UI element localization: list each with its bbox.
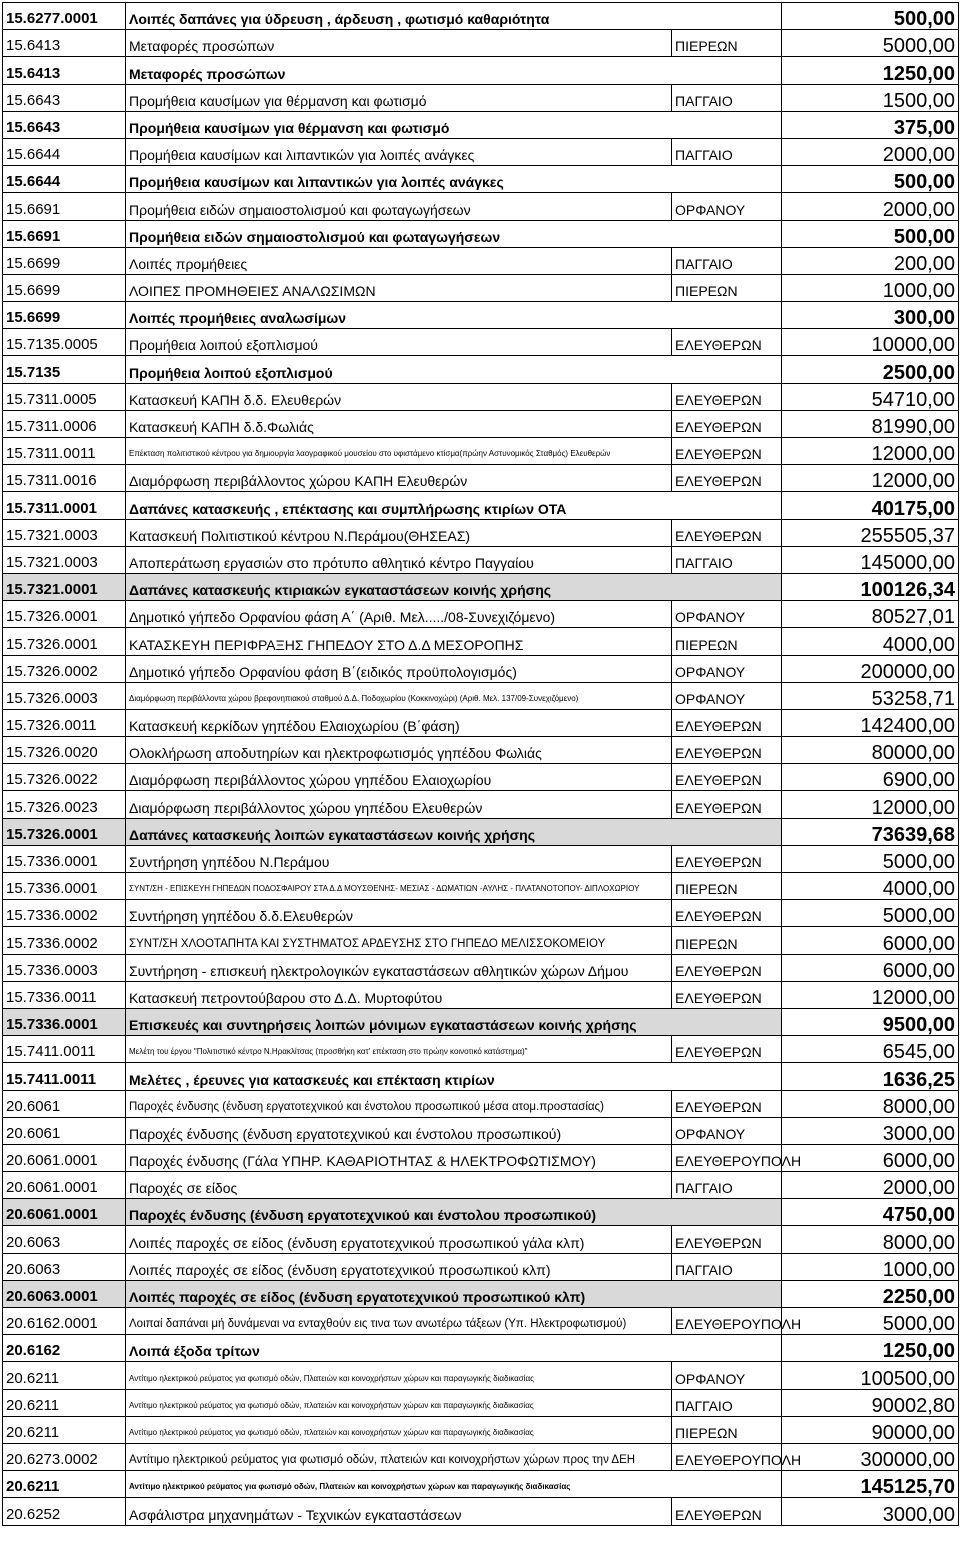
amount-value: 145000,00 — [782, 546, 959, 573]
area-name: ΕΛΕΥΘΕΡΩΝ — [672, 383, 782, 410]
amount-value: 81990,00 — [782, 410, 959, 437]
account-code: 15.6644 — [3, 166, 126, 193]
amount-value: 145125,70 — [782, 1471, 959, 1498]
table-row — [3, 1308, 959, 1335]
account-code: 15.7135 — [3, 356, 126, 383]
account-code: 15.7321.0003 — [3, 519, 126, 546]
amount-value: 4000,00 — [782, 873, 959, 900]
area-name — [672, 1063, 782, 1090]
budget-table — [2, 2, 959, 1526]
amount-value: 5000,00 — [782, 900, 959, 927]
item-description: Δαπάνες κατασκευής λοιπών εγκαταστάσεων κοινής χρήσης — [126, 818, 672, 845]
item-description: Παροχές ένδυσης (ένδυση εργατοτεχνικού και ένστολου προσωπικού μέσα ατομ.προστασίας) — [126, 1090, 672, 1117]
area-name: ΠΑΓΓΑΙΟ — [672, 138, 782, 165]
amount-value: 12000,00 — [782, 981, 959, 1008]
area-name — [672, 356, 782, 383]
account-code: 15.7311.0016 — [3, 465, 126, 492]
table-row — [3, 329, 959, 356]
table-row — [3, 193, 959, 220]
account-code: 15.6691 — [3, 193, 126, 220]
area-name: ΟΡΦΑΝΟΥ — [672, 1362, 782, 1389]
amount-value: 1000,00 — [782, 1253, 959, 1280]
table-row — [3, 737, 959, 764]
item-description: Προμήθεια λοιπού εξοπλισμού — [126, 329, 672, 356]
item-description: Λοιπές παροχές σε είδος (ένδυση εργατοτεχνικού προσωπικού γάλα κλπ) — [126, 1226, 672, 1253]
table-row — [3, 138, 959, 165]
area-name: ΕΛΕΥΘΕΡΩΝ — [672, 1498, 782, 1525]
account-code: 20.6063 — [3, 1226, 126, 1253]
area-name: ΕΛΕΥΘΕΡΩΝ — [672, 438, 782, 465]
account-code: 15.7326.0022 — [3, 764, 126, 791]
item-description: Λοιπά έξοδα τρίτων — [126, 1335, 672, 1362]
area-name: ΠΙΕΡΕΩΝ — [672, 30, 782, 57]
item-description: Ασφάλιστρα μηχανημάτων - Τεχνικών εγκαταστάσεων — [126, 1498, 672, 1525]
area-name — [672, 1008, 782, 1035]
item-description: ΛΟΙΠΕΣ ΠΡΟΜΗΘΕΙΕΣ ΑΝΑΛΩΣΙΜΩΝ — [126, 274, 672, 301]
amount-value: 6000,00 — [782, 954, 959, 981]
total-row — [3, 220, 959, 247]
account-code: 20.6061.0001 — [3, 1172, 126, 1199]
table-row — [3, 981, 959, 1008]
table-row — [3, 764, 959, 791]
account-code: 15.6644 — [3, 138, 126, 165]
table-row — [3, 1117, 959, 1144]
area-name: ΠΙΕΡΕΩΝ — [672, 1416, 782, 1443]
item-description: Λοιπές δαπάνες για ύδρευση , άρδευση , φωτισμό καθαριότητα — [126, 3, 672, 30]
account-code: 15.6691 — [3, 220, 126, 247]
table-row — [3, 791, 959, 818]
area-name: ΠΑΓΓΑΙΟ — [672, 546, 782, 573]
budget-table-body — [3, 3, 959, 1526]
item-description: Προμήθεια καυσίμων και λιπαντικών για λοιπές ανάγκες — [126, 138, 672, 165]
account-code: 15.7336.0002 — [3, 900, 126, 927]
item-description: Αντίτιμο ηλεκτρικού ρεύματος για φωτισμό οδών, πλατειών και κοινοχρήστων χώρων και παραγωγικής διαδικασίας — [126, 1389, 672, 1416]
amount-value: 2000,00 — [782, 138, 959, 165]
area-name: ΠΙΕΡΕΩΝ — [672, 274, 782, 301]
item-description: Προμήθεια καυσίμων και λιπαντικών για λοιπές ανάγκες — [126, 166, 672, 193]
account-code: 15.6413 — [3, 30, 126, 57]
account-code: 15.6699 — [3, 247, 126, 274]
account-code: 20.6061.0001 — [3, 1199, 126, 1226]
table-row — [3, 383, 959, 410]
account-code: 20.6162 — [3, 1335, 126, 1362]
area-name — [672, 818, 782, 845]
account-code: 15.7411.0011 — [3, 1063, 126, 1090]
table-row — [3, 1389, 959, 1416]
area-name: ΠΑΓΓΑΙΟ — [672, 1389, 782, 1416]
item-description: ΚΑΤΑΣΚΕΥΗ ΠΕΡΙΦΡΑΞΗΣ ΓΗΠΕΔΟΥ ΣΤΟ Δ.Δ ΜΕΣΟΡΟΠΗΣ — [126, 628, 672, 655]
table-row — [3, 30, 959, 57]
table-row — [3, 1498, 959, 1525]
table-row — [3, 1172, 959, 1199]
amount-value: 3000,00 — [782, 1498, 959, 1525]
amount-value: 10000,00 — [782, 329, 959, 356]
amount-value: 2000,00 — [782, 1172, 959, 1199]
amount-value: 90000,00 — [782, 1416, 959, 1443]
item-description: Επισκευές και συντηρήσεις λοιπών μόνιμων εγκαταστάσεων κοινής χρήσης — [126, 1008, 672, 1035]
area-name: ΠΙΕΡΕΩΝ — [672, 628, 782, 655]
table-row — [3, 84, 959, 111]
amount-value: 54710,00 — [782, 383, 959, 410]
item-description: Λοιπές παροχές σε είδος (ένδυση εργατοτεχνικού προσωπικού κλπ) — [126, 1253, 672, 1280]
account-code: 15.7326.0001 — [3, 818, 126, 845]
account-code: 20.6211 — [3, 1389, 126, 1416]
area-name: ΠΑΓΓΑΙΟ — [672, 84, 782, 111]
table-row — [3, 709, 959, 736]
account-code: 20.6211 — [3, 1362, 126, 1389]
account-code: 15.7326.0020 — [3, 737, 126, 764]
area-name: ΠΑΓΓΑΙΟ — [672, 247, 782, 274]
item-description: Αντίτιμο ηλεκτρικού ρεύματος για φωτισμό οδών, Πλατειών και κοινοχρήστων χώρων και παραγωγικής διαδικασίας — [126, 1362, 672, 1389]
total-row — [3, 492, 959, 519]
area-name: ΕΛΕΥΘΕΡΟΥΠΟΛΗ — [672, 1443, 782, 1470]
account-code: 15.7135.0005 — [3, 329, 126, 356]
table-row — [3, 1036, 959, 1063]
table-row — [3, 438, 959, 465]
item-description: Διαμόρφωση περιβάλλοντος χώρου γηπέδου Ελαιοχωρίου — [126, 764, 672, 791]
account-code: 20.6211 — [3, 1416, 126, 1443]
account-code: 15.7326.0023 — [3, 791, 126, 818]
area-name: ΕΛΕΥΘΕΡΩΝ — [672, 465, 782, 492]
item-description: Συντήρηση γηπέδου Ν.Περάμου — [126, 845, 672, 872]
account-code: 15.7326.0001 — [3, 628, 126, 655]
table-row — [3, 410, 959, 437]
amount-value: 40175,00 — [782, 492, 959, 519]
account-code: 15.7336.0001 — [3, 1008, 126, 1035]
item-description: ΣΥΝΤ/ΣΗ - ΕΠΙΣΚΕΥΗ ΓΗΠΕΔΩΝ ΠΟΔΟΣΦΑΙΡΟΥ ΣΤΑ Δ.Δ ΜΟΥΣΘΕΝΗΣ- ΜΕΣΙΑΣ - ΔΩΜΑΤΙΩΝ -ΑΥΛΗΣ - ΠΛΑΤΑΝΟΤΟΠΟΥ- ΔΙΠΛΟΧΩΡΙΟΥ — [126, 873, 672, 900]
area-name: ΟΡΦΑΝΟΥ — [672, 601, 782, 628]
area-name: ΕΛΕΥΘΕΡΩΝ — [672, 1090, 782, 1117]
table-row — [3, 873, 959, 900]
area-name: ΕΛΕΥΘΕΡΩΝ — [672, 519, 782, 546]
item-description: Μελέτη του έργου "Πολιτιστικό κέντρο Ν.Ηρακλίτσας (προσθήκη κατ' επέκταση στο πρώην κοινοτικό κατάστημα)" — [126, 1036, 672, 1063]
amount-value: 500,00 — [782, 220, 959, 247]
table-row — [3, 601, 959, 628]
area-name: ΕΛΕΥΘΕΡΩΝ — [672, 1036, 782, 1063]
amount-value: 200,00 — [782, 247, 959, 274]
account-code: 15.7326.0003 — [3, 682, 126, 709]
amount-value: 1636,25 — [782, 1063, 959, 1090]
table-row — [3, 247, 959, 274]
total-row — [3, 111, 959, 138]
table-row — [3, 900, 959, 927]
item-description: Προμήθεια ειδών σημαιοστολισμού και φωταγωγήσεων — [126, 193, 672, 220]
area-name: ΠΙΕΡΕΩΝ — [672, 927, 782, 954]
amount-value: 4000,00 — [782, 628, 959, 655]
table-row — [3, 1090, 959, 1117]
amount-value: 80527,01 — [782, 601, 959, 628]
item-description: Παροχές ένδυσης (ένδυση εργατοτεχνικού και ένστολου προσωπικού) — [126, 1117, 672, 1144]
total-row — [3, 1471, 959, 1498]
table-row — [3, 1253, 959, 1280]
amount-value: 6900,00 — [782, 764, 959, 791]
area-name: ΟΡΦΑΝΟΥ — [672, 655, 782, 682]
amount-value: 2500,00 — [782, 356, 959, 383]
amount-value: 6000,00 — [782, 1144, 959, 1171]
amount-value: 6000,00 — [782, 927, 959, 954]
area-name — [672, 492, 782, 519]
item-description: Κατασκευή Πολιτιστικού κέντρου Ν.Περάμου(ΘΗΣΕΑΣ) — [126, 519, 672, 546]
area-name: ΟΡΦΑΝΟΥ — [672, 682, 782, 709]
item-description: ΣΥΝΤ/ΣΗ ΧΛΟΟΤΑΠΗΤΑ ΚΑΙ ΣΥΣΤΗΜΑΤΟΣ ΑΡΔΕΥΣΗΣ ΣΤΟ ΓΗΠΕΔΟ ΜΕΛΙΣΣΟΚΟΜΕΙΟΥ — [126, 927, 672, 954]
item-description: Δημοτικό γήπεδο Ορφανίου φάση Β΄(ειδικός προϋπολογισμός) — [126, 655, 672, 682]
account-code: 20.6061 — [3, 1117, 126, 1144]
item-description: Συντήρηση γηπέδου δ.δ.Ελευθερών — [126, 900, 672, 927]
account-code: 20.6211 — [3, 1471, 126, 1498]
amount-value: 2250,00 — [782, 1280, 959, 1307]
item-description: Αντίτιμο ηλεκτρικού ρεύματος για φωτισμό οδών, πλατειών και κοινοχρήστων χώρων προς την ΔΕΗ — [126, 1443, 672, 1470]
item-description: Κατασκευή ΚΑΠΗ δ.δ. Ελευθερών — [126, 383, 672, 410]
item-description: Λοιπαί δαπάναι μή δυνάμεναι να ενταχθούν εις τινα των ανωτέρω τάξεων (Υπ. Ηλεκτροφωτισμού) — [126, 1308, 672, 1335]
area-name — [672, 220, 782, 247]
amount-value: 5000,00 — [782, 845, 959, 872]
account-code: 15.6413 — [3, 57, 126, 84]
table-row — [3, 1416, 959, 1443]
item-description: Προμήθεια καυσίμων για θέρμανση και φωτισμό — [126, 84, 672, 111]
amount-value: 1500,00 — [782, 84, 959, 111]
account-code: 20.6061.0001 — [3, 1144, 126, 1171]
area-name: ΕΛΕΥΘΕΡΩΝ — [672, 1226, 782, 1253]
area-name: ΠΑΓΓΑΙΟ — [672, 1172, 782, 1199]
item-description: Δαπάνες κατασκευής κτιριακών εγκαταστάσεων κοινής χρήσης — [126, 573, 672, 600]
total-row — [3, 356, 959, 383]
area-name: ΕΛΕΥΘΕΡΟΥΠΟΛΗ — [672, 1308, 782, 1335]
area-name: ΠΑΓΓΑΙΟ — [672, 1253, 782, 1280]
item-description: Παροχές ένδυσης (ένδυση εργατοτεχνικού και ένστολου προσωπικού) — [126, 1199, 672, 1226]
account-code: 15.7321.0001 — [3, 573, 126, 600]
account-code: 15.7326.0001 — [3, 601, 126, 628]
table-row — [3, 1362, 959, 1389]
area-name — [672, 1471, 782, 1498]
account-code: 15.7311.0005 — [3, 383, 126, 410]
area-name — [672, 111, 782, 138]
item-description: Συντήρηση - επισκευή ηλεκτρολογικών εγκαταστάσεων αθλητικών χώρων Δήμου — [126, 954, 672, 981]
amount-value: 200000,00 — [782, 655, 959, 682]
area-name: ΕΛΕΥΘΕΡΩΝ — [672, 410, 782, 437]
amount-value: 1250,00 — [782, 1335, 959, 1362]
table-row — [3, 927, 959, 954]
table-row — [3, 274, 959, 301]
table-row — [3, 954, 959, 981]
item-description: Παροχές ένδυσης (Γάλα ΥΠΗΡ. ΚΑΘΑΡΙΟΤΗΤΑΣ & ΗΛΕΚΤΡΟΦΩΤΙΣΜΟΥ) — [126, 1144, 672, 1171]
amount-value: 90002,80 — [782, 1389, 959, 1416]
total-row — [3, 57, 959, 84]
amount-value: 9500,00 — [782, 1008, 959, 1035]
item-description: Κατασκευή ΚΑΠΗ δ.δ.Φωλιάς — [126, 410, 672, 437]
account-code: 20.6063.0001 — [3, 1280, 126, 1307]
table-row — [3, 628, 959, 655]
area-name: ΕΛΕΥΘΕΡΩΝ — [672, 737, 782, 764]
total-row — [3, 1063, 959, 1090]
amount-value: 12000,00 — [782, 438, 959, 465]
total-row — [3, 818, 959, 845]
total-row — [3, 166, 959, 193]
account-code: 15.7311.0011 — [3, 438, 126, 465]
item-description: Αποπεράτωση εργασιών στο πρότυπο αθλητικό κέντρο Παγγαίου — [126, 546, 672, 573]
item-description: Ολοκλήρωση αποδυτηρίων και ηλεκτροφωτισμός γηπέδου Φωλιάς — [126, 737, 672, 764]
area-name: ΕΛΕΥΘΕΡΩΝ — [672, 981, 782, 1008]
total-row — [3, 302, 959, 329]
area-name: ΕΛΕΥΘΕΡΩΝ — [672, 329, 782, 356]
amount-value: 73639,68 — [782, 818, 959, 845]
account-code: 15.7311.0006 — [3, 410, 126, 437]
table-row — [3, 546, 959, 573]
area-name — [672, 1280, 782, 1307]
amount-value: 8000,00 — [782, 1226, 959, 1253]
area-name — [672, 57, 782, 84]
area-name: ΕΛΕΥΘΕΡΩΝ — [672, 900, 782, 927]
amount-value: 4750,00 — [782, 1199, 959, 1226]
item-description: Κατασκευή κερκίδων γηπέδου Ελαιοχωρίου (Β΄φάση) — [126, 709, 672, 736]
item-description: Προμήθεια ειδών σημαιοστολισμού και φωταγωγήσεων — [126, 220, 672, 247]
account-code: 20.6061 — [3, 1090, 126, 1117]
account-code: 15.6277.0001 — [3, 3, 126, 30]
area-name: ΕΛΕΥΘΕΡΩΝ — [672, 791, 782, 818]
area-name: ΟΡΦΑΝΟΥ — [672, 1117, 782, 1144]
amount-value: 1250,00 — [782, 57, 959, 84]
amount-value: 5000,00 — [782, 30, 959, 57]
area-name: ΕΛΕΥΘΕΡΩΝ — [672, 764, 782, 791]
total-row — [3, 573, 959, 600]
amount-value: 12000,00 — [782, 791, 959, 818]
item-description: Μελέτες , έρευνες για κατασκευές και επέκταση κτιρίων — [126, 1063, 672, 1090]
total-row — [3, 3, 959, 30]
item-description: Λοιπές παροχές σε είδος (ένδυση εργατοτεχνικού προσωπικού κλπ) — [126, 1280, 672, 1307]
item-description: Μεταφορές προσώπων — [126, 30, 672, 57]
table-row — [3, 465, 959, 492]
account-code: 20.6273.0002 — [3, 1443, 126, 1470]
area-name: ΕΛΕΥΘΕΡΟΥΠΟΛΗ — [672, 1144, 782, 1171]
area-name — [672, 3, 782, 30]
amount-value: 3000,00 — [782, 1117, 959, 1144]
amount-value: 2000,00 — [782, 193, 959, 220]
item-description: Δημοτικό γήπεδο Ορφανίου φάση Α΄ (Αριθ. Μελ...../08-Συνεχιζόμενο) — [126, 601, 672, 628]
item-description: Προμήθεια λοιπού εξοπλισμού — [126, 356, 672, 383]
item-description: Προμήθεια καυσίμων για θέρμανση και φωτισμό — [126, 111, 672, 138]
amount-value: 142400,00 — [782, 709, 959, 736]
amount-value: 80000,00 — [782, 737, 959, 764]
table-row — [3, 1443, 959, 1470]
account-code: 15.7321.0003 — [3, 546, 126, 573]
table-row — [3, 682, 959, 709]
account-code: 15.6643 — [3, 111, 126, 138]
item-description: Αντίτιμο ηλεκτρικού ρεύματος για φωτισμό οδών, Πλατειών και κοινοχρήστων χώρων και παραγωγικής διαδικασίας — [126, 1471, 672, 1498]
account-code: 15.7336.0001 — [3, 845, 126, 872]
total-row — [3, 1335, 959, 1362]
account-code: 20.6063 — [3, 1253, 126, 1280]
area-name: ΕΛΕΥΘΕΡΩΝ — [672, 709, 782, 736]
table-row — [3, 845, 959, 872]
area-name — [672, 1335, 782, 1362]
total-row — [3, 1199, 959, 1226]
account-code: 20.6162.0001 — [3, 1308, 126, 1335]
table-row — [3, 519, 959, 546]
table-row — [3, 1226, 959, 1253]
amount-value: 300000,00 — [782, 1443, 959, 1470]
account-code: 15.7336.0003 — [3, 954, 126, 981]
amount-value: 300,00 — [782, 302, 959, 329]
item-description: Διαμόρφωση περιβάλλοντος χώρου ΚΑΠΗ Ελευθερών — [126, 465, 672, 492]
amount-value: 255505,37 — [782, 519, 959, 546]
item-description: Παροχές σε είδος — [126, 1172, 672, 1199]
total-row — [3, 1008, 959, 1035]
account-code: 15.7326.0002 — [3, 655, 126, 682]
table-row — [3, 655, 959, 682]
amount-value: 53258,71 — [782, 682, 959, 709]
area-name — [672, 1199, 782, 1226]
account-code: 15.7411.0011 — [3, 1036, 126, 1063]
item-description: Μεταφορές προσώπων — [126, 57, 672, 84]
area-name — [672, 573, 782, 600]
amount-value: 500,00 — [782, 3, 959, 30]
amount-value: 500,00 — [782, 166, 959, 193]
area-name — [672, 302, 782, 329]
table-row — [3, 1144, 959, 1171]
item-description: Αντίτιμο ηλεκτρικού ρεύματος για φωτισμό οδών, πλατειών και κοινοχρήστων χώρων και παραγωγικής διαδικασίας — [126, 1416, 672, 1443]
amount-value: 1000,00 — [782, 274, 959, 301]
area-name: ΠΙΕΡΕΩΝ — [672, 873, 782, 900]
account-code: 15.7336.0011 — [3, 981, 126, 1008]
account-code: 15.7311.0001 — [3, 492, 126, 519]
account-code: 20.6252 — [3, 1498, 126, 1525]
amount-value: 100126,34 — [782, 573, 959, 600]
area-name — [672, 166, 782, 193]
amount-value: 8000,00 — [782, 1090, 959, 1117]
total-row — [3, 1280, 959, 1307]
item-description: Κατασκευή πετροντούβαρου στο Δ.Δ. Μυρτοφύτου — [126, 981, 672, 1008]
account-code: 15.7336.0002 — [3, 927, 126, 954]
account-code: 15.6699 — [3, 302, 126, 329]
item-description: Διαμόρφωση περιβάλλοντος χώρου γηπέδου Ελευθερών — [126, 791, 672, 818]
item-description: Διαμόρφωση περιβάλλοντα χώρου βρεφονηπιακού σταθμού Δ.Δ. Ποδοχωρίου (Κοκκινοχώρι) (Αριθ. Μελ. 137/09-Συνεχιζόμενο) — [126, 682, 672, 709]
item-description: Επέκταση πολιτιστικού κέντρου για δημιουργία λαογραφικού μουσείου στο υφιστάμενο κτίσμα(πρώην Αστυνομικός Σταθμός) Ελευθερών — [126, 438, 672, 465]
account-code: 15.6643 — [3, 84, 126, 111]
amount-value: 100500,00 — [782, 1362, 959, 1389]
amount-value: 375,00 — [782, 111, 959, 138]
account-code: 15.6699 — [3, 274, 126, 301]
amount-value: 5000,00 — [782, 1308, 959, 1335]
area-name: ΟΡΦΑΝΟΥ — [672, 193, 782, 220]
amount-value: 12000,00 — [782, 465, 959, 492]
item-description: Λοιπές προμήθειες — [126, 247, 672, 274]
area-name: ΕΛΕΥΘΕΡΩΝ — [672, 845, 782, 872]
account-code: 15.7336.0001 — [3, 873, 126, 900]
area-name: ΕΛΕΥΘΕΡΩΝ — [672, 954, 782, 981]
item-description: Λοιπές προμήθειες αναλωσίμων — [126, 302, 672, 329]
account-code: 15.7326.0011 — [3, 709, 126, 736]
item-description: Δαπάνες κατασκευής , επέκτασης και συμπλήρωσης κτιρίων ΟΤΑ — [126, 492, 672, 519]
amount-value: 6545,00 — [782, 1036, 959, 1063]
